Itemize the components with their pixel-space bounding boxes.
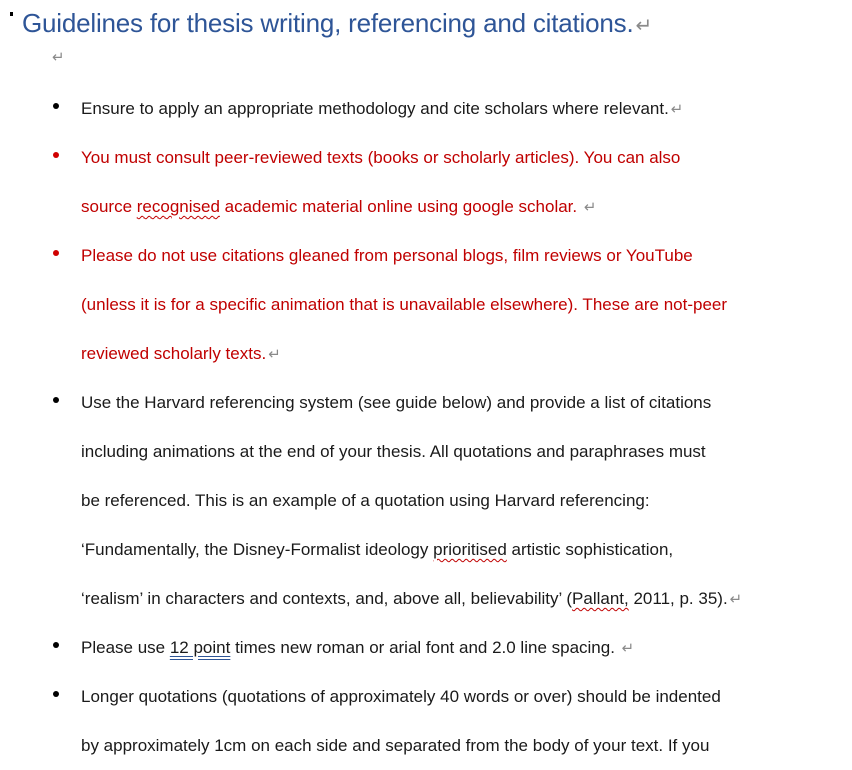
bullet-text-line: including animations at the end of your thesis. All quotations and paraphrases must bbox=[81, 442, 706, 461]
spelling-flagged-word[interactable]: Pallant, bbox=[572, 589, 629, 608]
paragraph-mark-icon: ↵ bbox=[635, 15, 653, 37]
bullet-text-line: (unless it is for a specific animation that is unavailable elsewhere). These are not-peer bbox=[81, 295, 728, 314]
document-title[interactable] bbox=[22, 8, 652, 39]
bullet-dot-icon bbox=[53, 152, 59, 158]
paragraph-mark-icon: ↵ bbox=[268, 346, 281, 363]
bullet-dot-icon bbox=[53, 103, 59, 109]
bullet-text-line: ‘realism’ in characters and contexts, and, above all, believability’ (Pallant, 2011, p. 35). ↵ bbox=[81, 589, 743, 608]
bullet-text-line: reviewed scholarly texts. ↵ bbox=[81, 344, 281, 363]
paragraph-mark-icon: ↵ bbox=[621, 640, 635, 657]
bullet-text-line: Use the Harvard referencing system (see guide below) and provide a list of citations bbox=[81, 393, 712, 412]
paragraph-mark-icon: ↵ bbox=[583, 199, 597, 216]
bullet-dot-icon bbox=[53, 691, 59, 697]
paragraph-mark-icon: ↵ bbox=[670, 101, 684, 118]
bullet-item[interactable] bbox=[0, 84, 852, 133]
bullet-text-line: by approximately 1cm on each side and separated from the body of your text. If you bbox=[81, 736, 710, 755]
bullet-text-line: Please use 12 point times new roman or arial font and 2.0 line spacing. ↵ bbox=[81, 638, 635, 657]
bullet-item[interactable] bbox=[0, 378, 852, 623]
spelling-flagged-word[interactable]: prioritised bbox=[433, 540, 507, 559]
bullet-text-line: ‘Fundamentally, the Disney-Formalist ideology prioritised artistic sophistication, bbox=[81, 540, 674, 559]
grammar-flagged-phrase[interactable]: 12 point bbox=[169, 638, 231, 657]
bullet-item[interactable] bbox=[0, 672, 852, 770]
bullet-list bbox=[0, 84, 852, 770]
paragraph-mark-icon: ↵ bbox=[52, 49, 65, 66]
bullet-text-line: You must consult peer-reviewed texts (books or scholarly articles). You can also bbox=[81, 148, 681, 167]
bullet-dot-icon bbox=[53, 397, 59, 403]
spelling-flagged-word[interactable]: recognised bbox=[136, 197, 220, 216]
bullet-text-line: Please do not use citations gleaned from personal blogs, film reviews or YouTube bbox=[81, 246, 693, 265]
bullet-text-line: Ensure to apply an appropriate methodology and cite scholars where relevant. ↵ bbox=[81, 99, 684, 118]
bullet-text-line: be referenced. This is an example of a quotation using Harvard referencing: bbox=[81, 491, 650, 510]
document-title-text: Guidelines for thesis writing, referencing and citations. bbox=[22, 8, 634, 38]
bullet-dot-icon bbox=[53, 642, 59, 648]
text-cursor-mark bbox=[10, 12, 13, 16]
paragraph-mark-icon: ↵ bbox=[729, 591, 743, 608]
bullet-item[interactable] bbox=[0, 623, 852, 672]
bullet-text-line: source recognised academic material online using google scholar. ↵ bbox=[81, 197, 597, 216]
empty-paragraph[interactable] bbox=[50, 48, 65, 67]
bullet-dot-icon bbox=[53, 250, 59, 256]
bullet-text-line: Longer quotations (quotations of approximately 40 words or over) should be indented bbox=[81, 687, 721, 706]
bullet-item[interactable] bbox=[0, 231, 852, 378]
bullet-item[interactable] bbox=[0, 133, 852, 231]
